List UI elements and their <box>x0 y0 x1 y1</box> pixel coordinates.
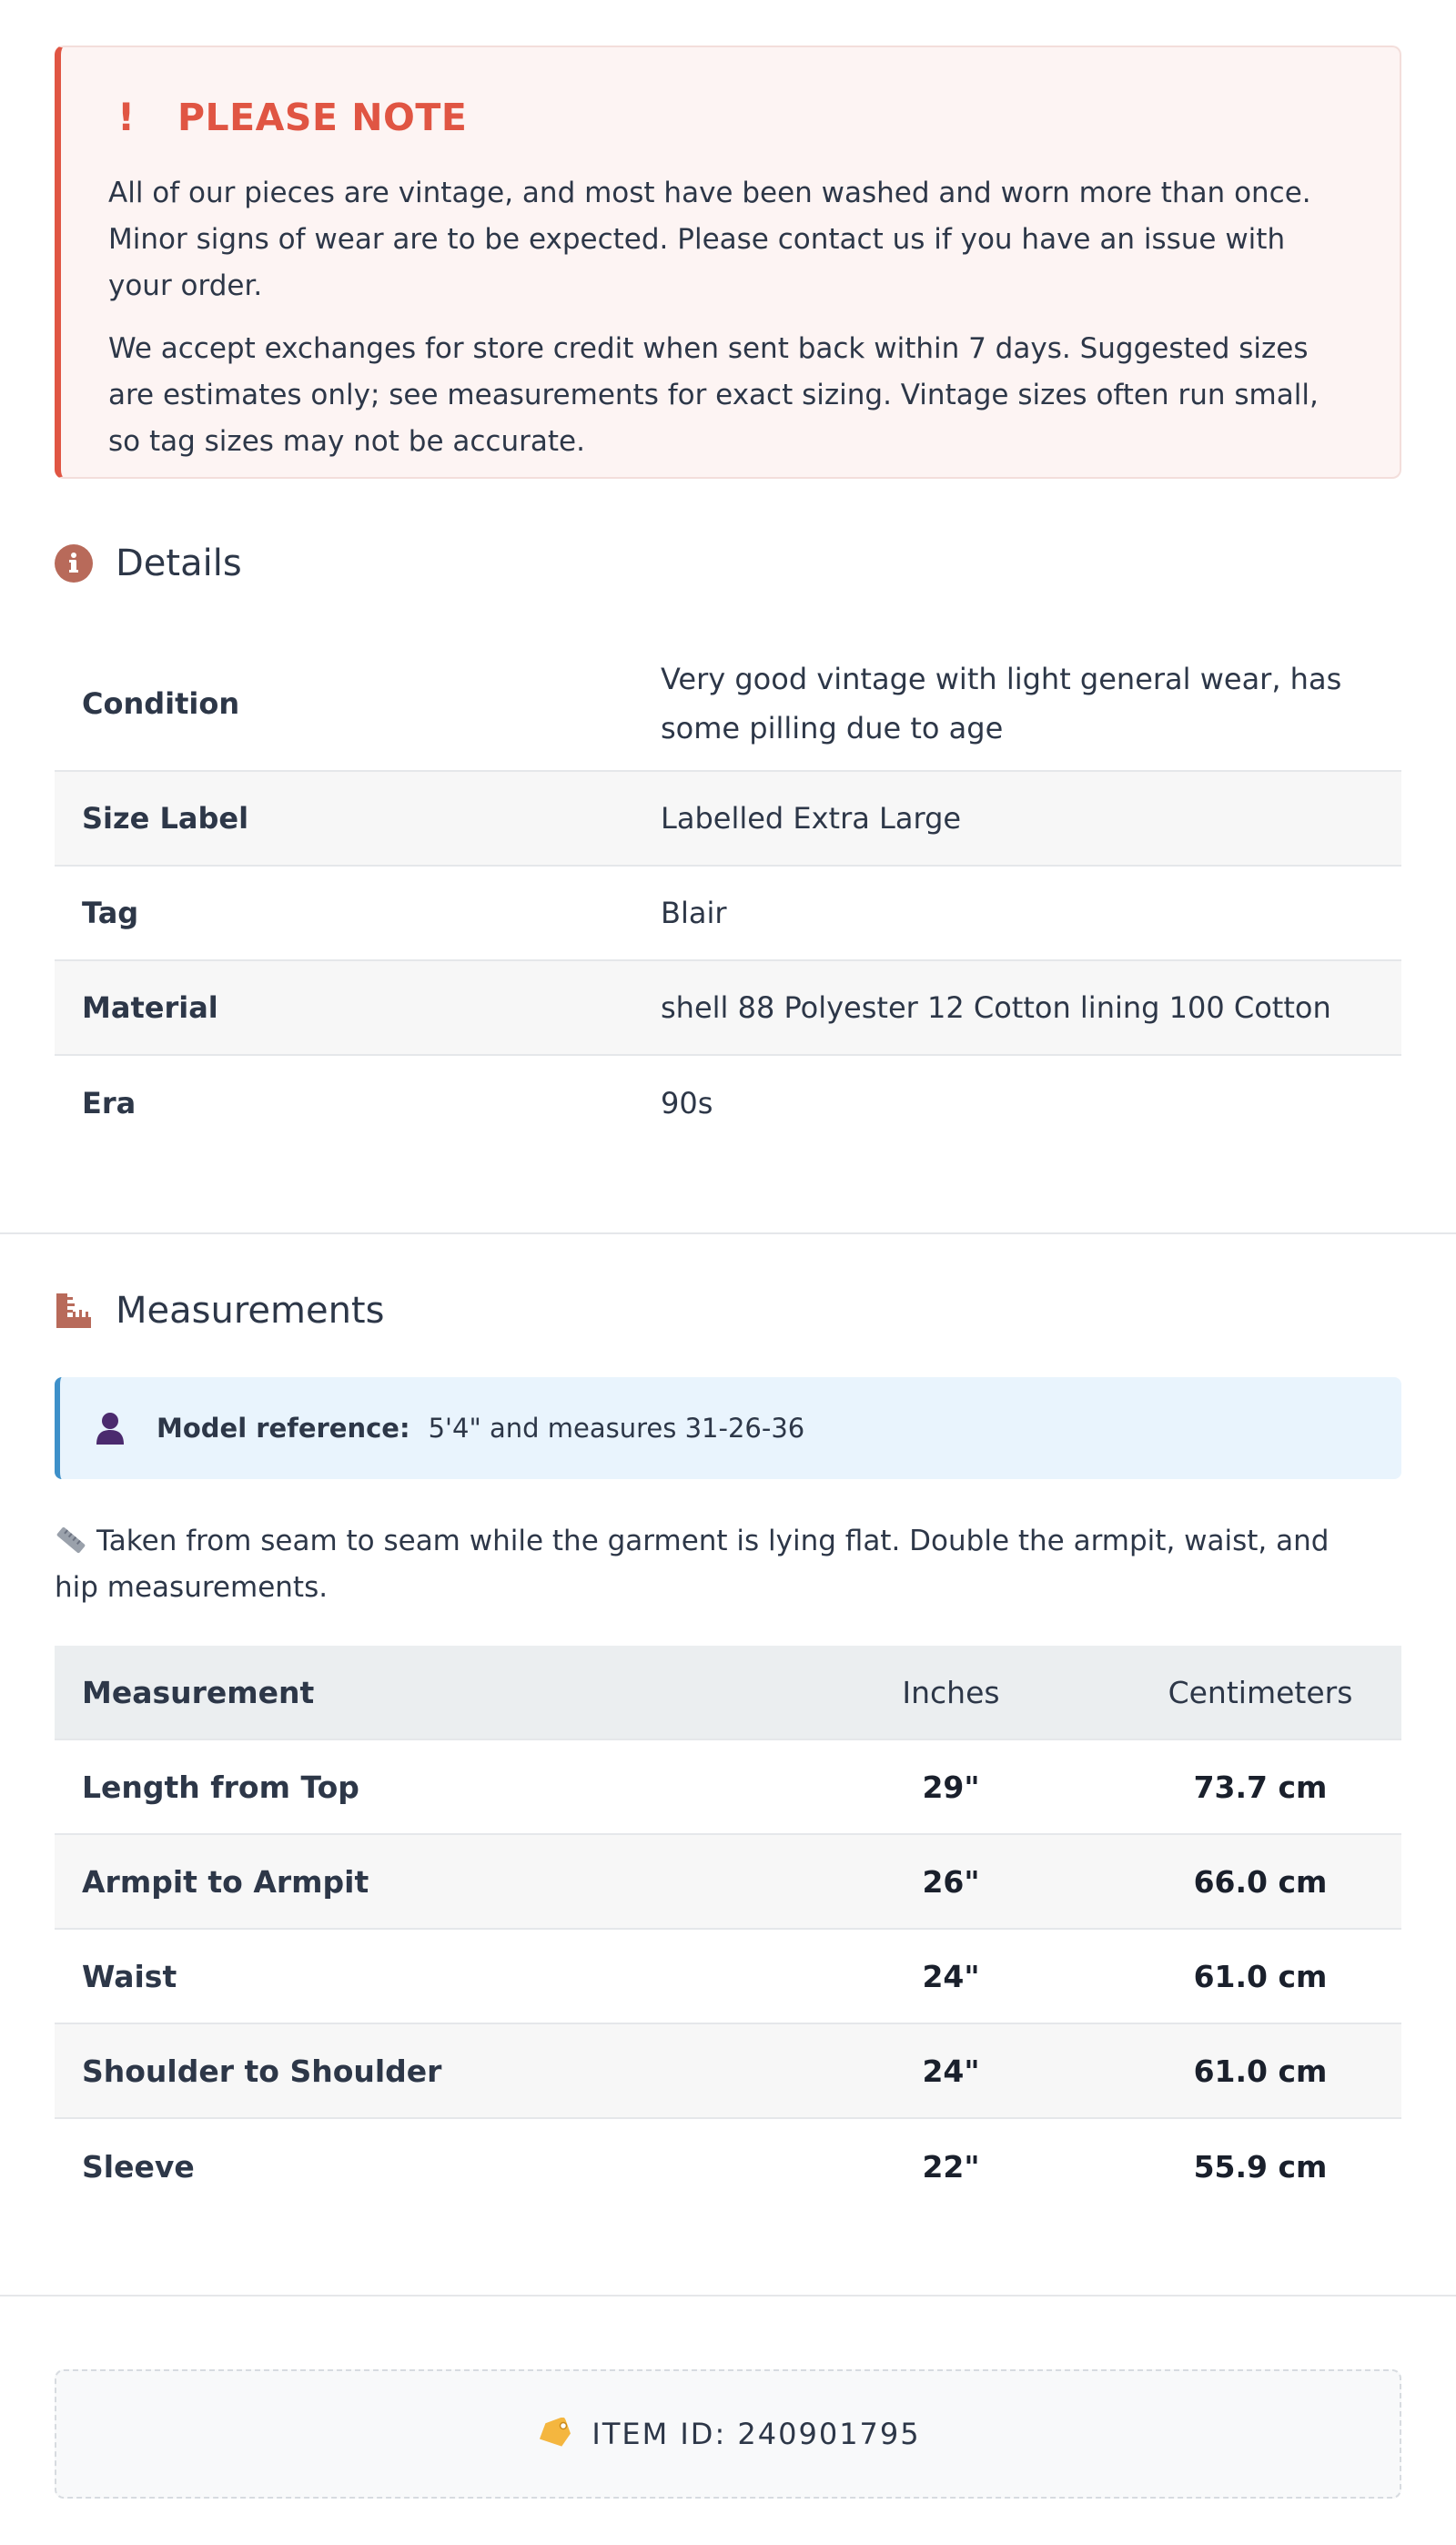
info-icon <box>55 544 93 583</box>
item-id-box <box>55 2369 1401 2499</box>
model-reference-value: 5'4" and measures 31-26-36 <box>428 1413 805 1444</box>
measurement-inches: 26" <box>922 1863 980 1900</box>
detail-value: 90s <box>661 1086 713 1120</box>
measurement-name: Sleeve <box>82 2148 195 2185</box>
table-row <box>55 1740 1401 1835</box>
notice-box <box>55 46 1401 479</box>
detail-value: Labelled Extra Large <box>661 801 962 836</box>
detail-value: Very good vintage with light general wear, has some pilling due to age <box>661 662 1342 745</box>
table-row <box>55 961 1401 1056</box>
detail-label: Size Label <box>82 801 249 836</box>
notice-title: PLEASE NOTE <box>177 96 468 139</box>
measurements-heading <box>55 1290 384 1332</box>
measurements-title: Measurements <box>116 1290 385 1332</box>
table-row <box>55 867 1401 961</box>
measurement-name: Armpit to Armpit <box>82 1863 369 1900</box>
measurement-cm: 66.0 cm <box>1193 1863 1328 1900</box>
measurement-inches: 24" <box>922 1958 980 1994</box>
measurement-tip <box>55 1518 1365 1611</box>
exclamation-icon: ! <box>117 95 136 139</box>
ruler-icon <box>55 1292 93 1330</box>
item-id-text: ITEM ID: 240901795 <box>592 2417 921 2451</box>
measurement-inches: 24" <box>922 2053 980 2089</box>
person-icon <box>95 1412 126 1445</box>
measurement-cm: 61.0 cm <box>1193 2053 1328 2089</box>
section-divider <box>0 2295 1456 2297</box>
notice-header <box>108 97 1354 137</box>
measurement-inches: 29" <box>922 1769 980 1805</box>
detail-value: shell 88 Polyester 12 Cotton lining 100 Cotton <box>661 990 1331 1025</box>
detail-value: Blair <box>661 896 727 930</box>
table-row <box>55 1835 1401 1930</box>
details-title: Details <box>116 542 242 584</box>
column-header-measurement: Measurement <box>82 1674 315 1710</box>
measurement-name: Shoulder to Shoulder <box>82 2053 442 2089</box>
notice-paragraph: All of our pieces are vintage, and most have been washed and worn more than once. Minor signs of wear are to be expected. Please contact us if you have an issue with your order. <box>108 177 1311 302</box>
model-reference-box <box>55 1377 1401 1479</box>
measurement-name: Length from Top <box>82 1769 359 1805</box>
column-header-centimeters: Centimeters <box>1168 1674 1353 1710</box>
table-row <box>55 1056 1401 1151</box>
tag-icon <box>535 2418 571 2450</box>
table-header-row <box>55 1646 1401 1740</box>
measurement-cm: 73.7 cm <box>1193 1769 1328 1805</box>
measurement-name: Waist <box>82 1958 177 1994</box>
detail-label: Tag <box>82 896 139 930</box>
table-row <box>55 2119 1401 2214</box>
detail-label: Condition <box>82 686 240 721</box>
measurement-inches: 22" <box>922 2148 980 2185</box>
details-heading <box>55 542 242 584</box>
detail-label: Era <box>82 1086 136 1120</box>
table-row <box>55 772 1401 867</box>
table-row <box>55 637 1401 772</box>
measurement-cm: 55.9 cm <box>1193 2148 1328 2185</box>
ruler-icon <box>55 1526 87 1554</box>
column-header-inches: Inches <box>902 1674 1000 1710</box>
measurement-cm: 61.0 cm <box>1193 1958 1328 1994</box>
detail-label: Material <box>82 990 218 1025</box>
measurements-table <box>55 1646 1401 2214</box>
table-row <box>55 1930 1401 2024</box>
details-table <box>55 637 1401 1151</box>
notice-paragraph: We accept exchanges for store credit when sent back within 7 days. Suggested sizes are estimates only; see measurements for exact sizing. Vintage sizes often run small, so tag sizes may not be accurate. <box>108 332 1319 458</box>
section-divider <box>0 1232 1456 1234</box>
tip-text: Taken from seam to seam while the garment is lying flat. Double the armpit, waist, and hip measurements. <box>55 1525 1330 1604</box>
model-reference-label: Model reference: <box>157 1413 410 1444</box>
table-row <box>55 2024 1401 2119</box>
